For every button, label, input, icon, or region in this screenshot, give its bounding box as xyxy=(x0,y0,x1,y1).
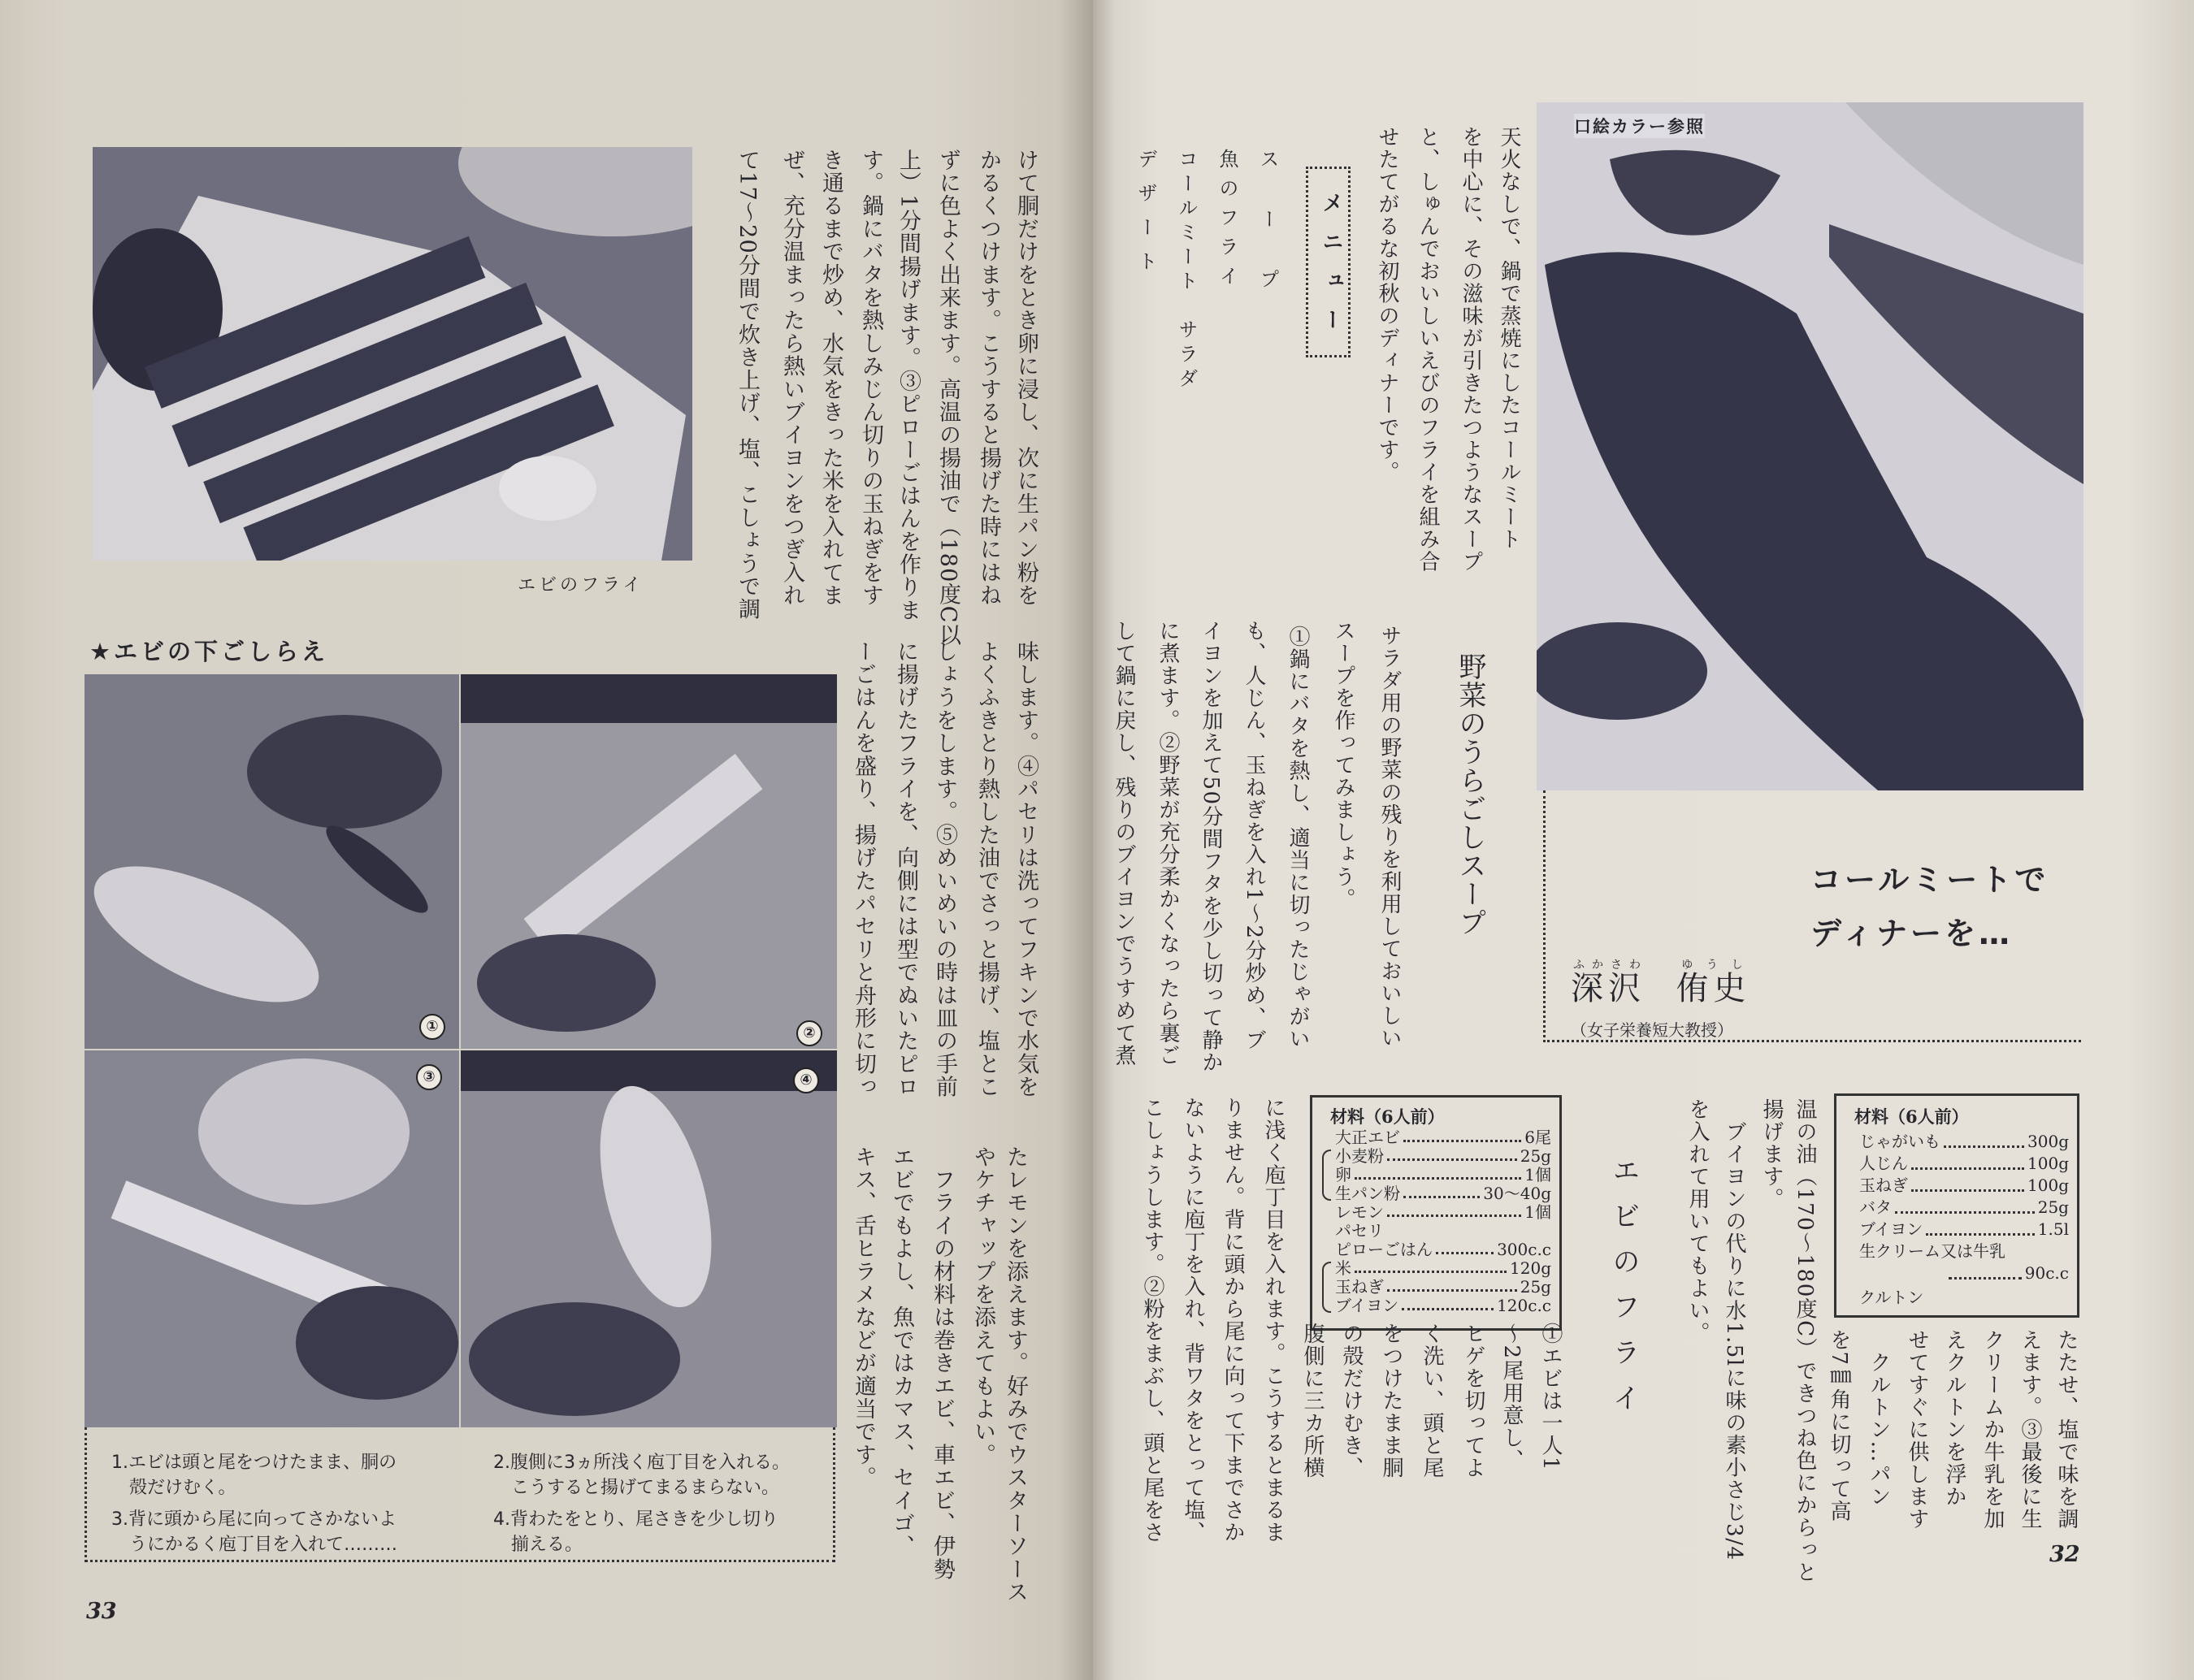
text-column: けて胴だけをとき卵に浸し、次に生パン粉を xyxy=(1013,149,1038,607)
text-column: フライの材料は巻きエビ、車エビ、伊勢 xyxy=(930,1145,955,1581)
soup-column: クルトン…パン xyxy=(1867,1329,1891,1508)
material-name: 玉ねぎ xyxy=(1859,1176,1908,1195)
fry-column: りません。背に頭から尾に向って下までさか xyxy=(1221,1097,1245,1544)
material-name: 小麦粉 xyxy=(1335,1146,1384,1166)
material-qty: 120c.c xyxy=(1497,1296,1551,1315)
material-group xyxy=(1335,1259,1551,1315)
fry-column: く洗い、頭と尾 xyxy=(1420,1323,1444,1479)
text-column: キス、舌ヒラメなどが適当です。 xyxy=(851,1145,876,1489)
author-family-name: 深沢 xyxy=(1571,970,1646,1007)
material-qty: 25g xyxy=(2037,1197,2069,1217)
step-label-1: ① xyxy=(419,1014,445,1040)
material-qty: 100g xyxy=(2027,1176,2069,1195)
fry-column: ないように庖丁を入れ、背ワタをとって塩、 xyxy=(1181,1097,1205,1544)
material-row xyxy=(1335,1147,1551,1166)
material-row xyxy=(1335,1128,1551,1147)
page-number-left: 33 xyxy=(86,1599,117,1624)
materials-header: 材料（6人前） xyxy=(1330,1106,1445,1127)
fry-column: ～2尾用意し、 xyxy=(1499,1323,1524,1472)
text-column: たレモンを添えます。好みでウスターソース xyxy=(1003,1145,1028,1604)
material-name: レモン xyxy=(1335,1202,1384,1222)
soup-column: たたせ、塩で味を調 xyxy=(2054,1329,2079,1531)
step-caption-box xyxy=(85,1427,835,1562)
text-column: かるくつけます。こうすると揚げた時にはね xyxy=(976,149,1001,607)
material-row xyxy=(1859,1197,2069,1219)
material-qty: 300c.c xyxy=(1497,1240,1551,1259)
menu-item: コールミート サラダ xyxy=(1175,149,1198,392)
author-given-ruby: ゆうし xyxy=(1676,959,1751,972)
menu-item: 魚のフライ xyxy=(1216,149,1238,295)
material-name: 生パン粉 xyxy=(1335,1184,1400,1203)
soup-column: を入れて用いてもよい。 xyxy=(1685,1098,1710,1344)
step-caption-1 xyxy=(111,1450,453,1500)
fry-column: の殻だけむき、 xyxy=(1339,1323,1364,1479)
material-row xyxy=(1859,1131,2069,1153)
page-number-right: 32 xyxy=(2049,1542,2080,1567)
intro-column: せたてがるな初秋のディナーです。 xyxy=(1375,126,1399,483)
caption-line: こうすると揚げてまるまらない。 xyxy=(511,1478,780,1498)
author-affiliation: （女子栄養短大教授） xyxy=(1571,1020,1733,1040)
material-name: バタ xyxy=(1859,1197,1892,1217)
material-qty: 1個 xyxy=(1524,1165,1551,1184)
caption-line: 4.背わたをとり、尾さきを少し切り xyxy=(493,1509,778,1530)
material-name: ピローごはん xyxy=(1335,1240,1433,1259)
material-qty: 100g xyxy=(2027,1154,2069,1173)
fry-column: ①エビは一人1 xyxy=(1538,1323,1563,1472)
author-given-name: 侑史 xyxy=(1676,970,1751,1007)
menu-label-box xyxy=(1306,167,1351,357)
caption-line: 3.背に頭から尾に向ってさかないよ xyxy=(111,1509,397,1530)
text-column: よくふきとり熱した油でさっと揚げ、塩とこ xyxy=(974,640,999,1098)
caption-line: 1.エビは頭と尾をつけたまま、胴の xyxy=(111,1453,397,1473)
photo-step-2 xyxy=(461,674,837,1049)
material-row xyxy=(1335,1203,1551,1222)
text-column: ぜ、充分温まったら熱いブイヨンをつぎ入れ xyxy=(779,149,804,607)
material-name: クルトン xyxy=(1859,1288,1924,1307)
material-row xyxy=(1859,1175,2069,1197)
materials-header: 材料（6人前） xyxy=(1854,1106,1969,1127)
text-column: やケチャップを添えてもよい。 xyxy=(970,1145,995,1466)
photo-cold-meat xyxy=(1537,102,2083,790)
soup-column: を7㎜角に切って高 xyxy=(1827,1329,1851,1523)
color-plate-note: 口絵カラー参照 xyxy=(1574,114,1705,138)
fry-column: に浅く庖丁目を入れます。こうするとまるま xyxy=(1261,1097,1286,1544)
soup-column: に煮ます。②野菜が充分柔かくなったら裏ご xyxy=(1156,620,1180,1067)
fry-column: 腹側に三カ所横 xyxy=(1300,1323,1325,1479)
photo-step-3 xyxy=(85,1050,459,1427)
text-column: ーごはんを盛り、揚げたパセリと舟形に切っ xyxy=(851,640,876,1098)
soup-column: えます。③最後に生 xyxy=(2018,1329,2042,1531)
article-title-line-1: コールミートで xyxy=(1810,862,2049,898)
intro-column: を中心に、その滋味が引きたつようなスープ xyxy=(1459,126,1483,573)
caption-line: 揃える。 xyxy=(511,1535,583,1555)
soup-column: えクルトンを浮か xyxy=(1942,1329,1966,1508)
menu-label: メニュー xyxy=(1319,192,1343,348)
text-column: ずに色よく出来ます。高温の揚油で（180度C以 xyxy=(935,149,960,647)
photo-step-1 xyxy=(85,674,459,1049)
material-row xyxy=(1335,1259,1551,1278)
material-row xyxy=(1335,1278,1551,1297)
soup-column: 揚げます。 xyxy=(1759,1098,1784,1210)
text-column: 上）1分間揚げます。③ピローごはんを作りま xyxy=(895,149,921,622)
material-qty: 6尾 xyxy=(1524,1128,1551,1147)
material-name: ブイヨン xyxy=(1859,1219,1923,1239)
step-label-2: ② xyxy=(796,1020,822,1046)
material-row xyxy=(1859,1153,2069,1175)
text-column: エビでもよし、魚ではカマス、セイゴ、 xyxy=(889,1145,914,1558)
material-qty: 30～40g xyxy=(1483,1184,1551,1203)
fry-title: エビのフライ xyxy=(1607,1156,1640,1429)
step-caption-3 xyxy=(111,1507,453,1557)
material-name: 玉ねぎ xyxy=(1335,1277,1384,1297)
material-name: 卵 xyxy=(1335,1165,1351,1184)
text-column: に揚げたフライを、向側には型でぬいたピロ xyxy=(893,640,918,1098)
caption-line: 2.腹側に3ヵ所浅く庖丁目を入れる。 xyxy=(493,1453,790,1473)
text-column: き通るまで炒め、水気をきった米を入れてま xyxy=(818,149,843,607)
caption-line: 殻だけむく。 xyxy=(129,1478,236,1498)
text-column: て17～20分間で炊き上げ、塩、こしょうで調 xyxy=(735,149,760,621)
step-caption-2 xyxy=(493,1450,835,1500)
author-name xyxy=(1571,959,1750,1009)
soup-title: 野菜のうらごしスープ xyxy=(1454,652,1486,937)
text-column: 味します。④パセリは洗ってフキンで水気を xyxy=(1013,640,1038,1098)
material-qty: 300g xyxy=(2027,1132,2069,1151)
material-row xyxy=(1335,1184,1551,1203)
intro-column: と、しゅんでおいしいえびのフライを組み合 xyxy=(1416,126,1440,573)
material-row xyxy=(1859,1284,2069,1310)
soup-column: して鍋に戻し、残りのブイヨンでうすめて煮 xyxy=(1112,620,1136,1067)
material-name: 大正エビ xyxy=(1335,1128,1400,1147)
menu-item: スープ xyxy=(1256,149,1279,329)
photo-fried-shrimp xyxy=(93,147,692,561)
material-name: じゃがいも xyxy=(1859,1132,1940,1151)
soup-column: クリームか牛乳を加 xyxy=(1980,1329,2005,1531)
step-label-3: ③ xyxy=(416,1064,442,1090)
material-qty: 1個 xyxy=(1524,1202,1551,1222)
article-title-line-2: ディナーを… xyxy=(1810,916,2013,951)
soup-materials-box xyxy=(1834,1093,2079,1318)
fry-column: ヒゲを切ってよ xyxy=(1461,1323,1485,1479)
material-name: 米 xyxy=(1335,1258,1351,1278)
material-name: パセリ xyxy=(1335,1221,1384,1241)
material-qty: 25g xyxy=(1520,1277,1551,1297)
material-row xyxy=(1335,1222,1551,1241)
material-row xyxy=(1859,1262,2069,1284)
caption-line: うにかるく庖丁目を入れて……… xyxy=(129,1535,398,1555)
material-name: 生クリーム又は牛乳 xyxy=(1859,1241,2005,1261)
step-label-4: ④ xyxy=(793,1067,819,1093)
soup-column: スープを作ってみましょう。 xyxy=(1331,620,1355,911)
text-column: す。鍋にバタを熱しみじん切りの玉ねぎをす xyxy=(858,149,883,607)
fry-column: こしょうします。②粉をまぶし、頭と尾をさ xyxy=(1140,1097,1164,1544)
author-family-ruby: ふかさわ xyxy=(1571,959,1646,972)
soup-column: も、人じん、玉ねぎを入れ1～2分炒め、ブ xyxy=(1242,620,1266,1052)
soup-column: ブイヨンの代りに水1.5lに味の素小さじ3/4 xyxy=(1722,1098,1746,1561)
material-qty: 1.5l xyxy=(2037,1219,2069,1239)
menu-item: デザート xyxy=(1134,149,1157,285)
material-name: 人じん xyxy=(1859,1154,1908,1173)
material-qty: 25g xyxy=(1520,1146,1551,1166)
soup-column: サラダ用の野菜の残りを利用しておいしい xyxy=(1377,625,1402,1050)
text-column: しょうをします。⑤めいめいの時は皿の手前 xyxy=(932,640,957,1098)
material-row xyxy=(1859,1241,2069,1262)
photo-step-4 xyxy=(461,1050,837,1427)
step-caption-4 xyxy=(493,1507,835,1557)
fry-materials-box xyxy=(1310,1095,1562,1331)
soup-column: せてすぐに供します xyxy=(1905,1329,1929,1531)
soup-column: 温の油（170～180度C）できつね色にからっと xyxy=(1793,1098,1817,1584)
material-qty: 90c.c xyxy=(2024,1263,2069,1283)
material-name: ブイヨン xyxy=(1335,1296,1399,1315)
material-row xyxy=(1859,1219,2069,1241)
photo-caption: エビのフライ xyxy=(518,575,644,595)
material-qty: 120g xyxy=(1510,1258,1551,1278)
material-row xyxy=(1335,1166,1551,1184)
soup-column: ①鍋にバタを熱し、適当に切ったじゃがい xyxy=(1286,626,1310,1050)
prep-heading: ★エビの下ごしらえ xyxy=(89,638,328,665)
intro-column: 天火なしで、鍋で蒸焼にしたコールミート xyxy=(1497,126,1521,551)
material-group xyxy=(1335,1147,1551,1203)
material-row xyxy=(1335,1297,1551,1315)
soup-column: イヨンを加えて50分間フタを少し切って静か xyxy=(1199,620,1223,1074)
material-row xyxy=(1335,1241,1551,1259)
fry-column: をつけたまま胴 xyxy=(1379,1323,1403,1479)
